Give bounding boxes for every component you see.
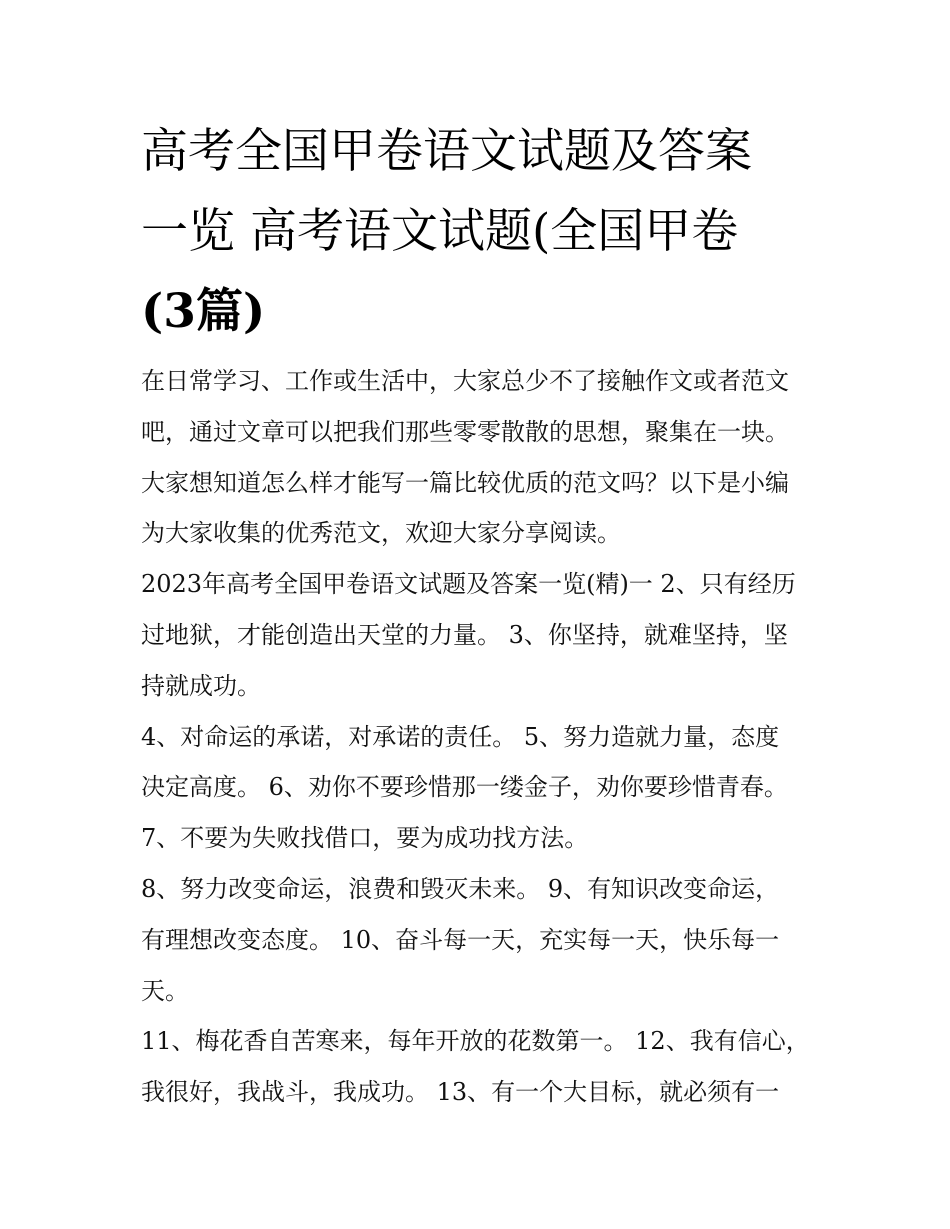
- title-line: (3篇): [141, 284, 266, 339]
- document-body: [141, 356, 831, 1118]
- text-line: 天。: [141, 976, 189, 1005]
- text-line: 有理想改变态度。 10、奋斗每一天，充实每一天，快乐每一: [141, 925, 780, 954]
- text-line: 决定高度。 6、劝你不要珍惜那一缕金子，劝你要珍惜青春。: [141, 773, 788, 802]
- text-line: 吧，通过文章可以把我们那些零零散散的思想，聚集在一块。: [141, 417, 789, 446]
- text-line: 11、梅花香自苦寒来，每年开放的花数第一。 12、我有信心，: [141, 1027, 810, 1056]
- text-line: 为大家收集的优秀范文，欢迎大家分享阅读。: [141, 519, 621, 548]
- text-line: 持就成功。: [141, 671, 261, 700]
- title-line: 一览 高考语文试题(全国甲卷: [141, 204, 739, 259]
- text-line: 在日常学习、工作或生活中，大家总少不了接触作文或者范文: [141, 367, 789, 395]
- quote-paragraph: [141, 712, 831, 814]
- text-line: 8、努力改变命运，浪费和毁灭未来。 9、有知识改变命运，: [141, 874, 780, 903]
- quote-paragraph: [141, 813, 831, 864]
- quote-paragraph: [141, 864, 831, 1016]
- text-line: 大家想知道怎么样才能写一篇比较优质的范文吗？以下是小编: [141, 468, 789, 497]
- text-line: 4、对命运的承诺，对承诺的责任。 5、努力造就力量，态度: [141, 722, 780, 751]
- title-line: 高考全国甲卷语文试题及答案: [141, 124, 752, 179]
- intro-paragraph: [141, 356, 831, 559]
- quote-paragraph: [141, 559, 831, 711]
- text-line: 我很好，我战斗，我成功。 13、有一个大目标，就必须有一: [141, 1078, 780, 1107]
- text-line: 2023年高考全国甲卷语文试题及答案一览(精)一 2、只有经历: [141, 570, 796, 599]
- quote-paragraph: [141, 1016, 831, 1118]
- text-line: 过地狱，才能创造出天堂的力量。 3、你坚持，就难坚持，坚: [141, 620, 788, 649]
- document-title: [141, 112, 821, 352]
- text-line: 7、不要为失败找借口，要为成功找方法。: [141, 824, 589, 853]
